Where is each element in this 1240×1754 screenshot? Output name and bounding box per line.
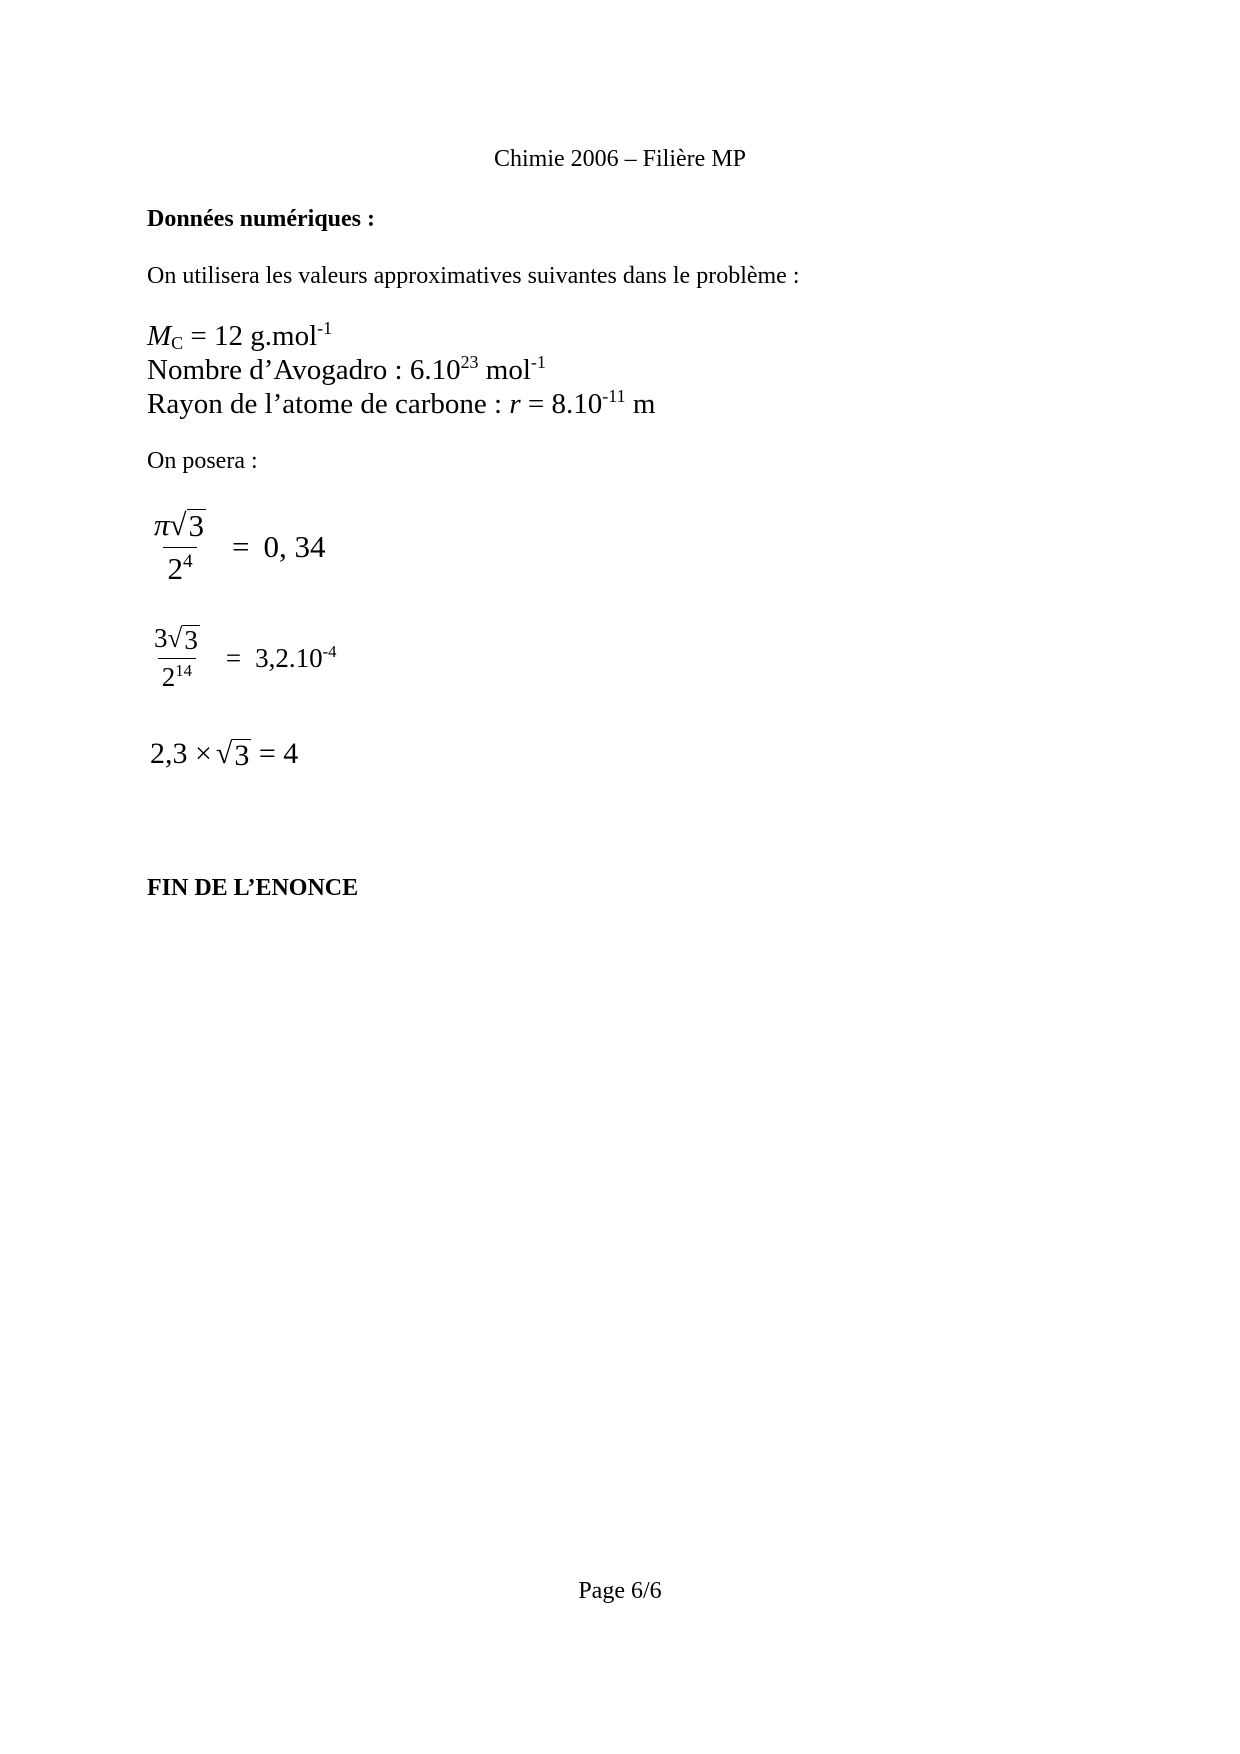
- molar-mass-exponent: -1: [317, 317, 333, 338]
- product-lhs: 2,3 ×: [150, 737, 212, 770]
- fraction: [150, 508, 210, 586]
- radicand: 3: [184, 625, 198, 655]
- formula-value: [255, 643, 336, 674]
- avogadro-label: Nombre d’Avogadro : 6.10: [147, 354, 461, 386]
- den-exponent: 14: [175, 660, 193, 680]
- den-base: 2: [167, 550, 183, 586]
- radicand: 3: [234, 738, 250, 772]
- fraction-denominator: [163, 547, 196, 586]
- avogadro-unit: mol: [478, 354, 531, 386]
- radius-variable: r: [509, 388, 521, 420]
- fraction-denominator: [158, 658, 196, 693]
- sqrt: [215, 736, 251, 772]
- sqrt: [170, 509, 207, 543]
- sqrt: [168, 625, 200, 654]
- fraction-numerator: [150, 624, 204, 658]
- avogadro-unit-exponent: -1: [530, 351, 546, 372]
- pi-symbol: π: [154, 507, 170, 542]
- equals-sign: =: [232, 528, 250, 564]
- formula-product: [150, 737, 298, 771]
- section-heading: Données numériques :: [147, 206, 376, 232]
- avogadro-exponent: 23: [460, 351, 479, 372]
- fraction: [150, 624, 204, 693]
- avogadro-line: [147, 351, 546, 387]
- value-exponent: -4: [322, 641, 337, 661]
- molar-mass-value: = 12 g.mol: [183, 320, 318, 352]
- radius-exponent: -11: [602, 385, 626, 406]
- radical-icon: √: [169, 507, 187, 542]
- den-exponent: 4: [182, 550, 193, 572]
- intro-text: On utilisera les valeurs approximatives suivantes dans le problème :: [147, 263, 800, 289]
- product-rhs: = 4: [251, 737, 299, 770]
- radical-icon: √: [167, 623, 183, 653]
- page-number: Page 6/6: [578, 1578, 662, 1604]
- radius-value: = 8.10: [520, 388, 603, 420]
- radius-label: Rayon de l’atome de carbone :: [147, 388, 510, 420]
- radical-icon: √: [215, 736, 233, 770]
- molar-mass-subscript: C: [171, 332, 184, 353]
- formula-3sqrt3: [150, 624, 337, 693]
- molar-mass-symbol: M: [147, 320, 172, 352]
- value-mantissa: 3,2.10: [255, 643, 323, 674]
- radicand: 3: [188, 508, 205, 543]
- numerator-coefficient: 3: [154, 623, 168, 653]
- molar-mass-line: [147, 317, 333, 353]
- formula-pi-sqrt3: [150, 508, 326, 586]
- formula-value: 0, 34: [263, 528, 326, 564]
- radius-unit: m: [625, 388, 656, 420]
- end-of-statement: FIN DE L’ENONCE: [147, 875, 359, 901]
- fraction-numerator: [150, 508, 210, 547]
- equals-sign: =: [225, 643, 242, 674]
- posera-text: On posera :: [147, 448, 258, 474]
- carbon-radius-line: [147, 385, 656, 421]
- page-header: Chimie 2006 – Filière MP: [494, 146, 746, 172]
- den-base: 2: [161, 662, 176, 693]
